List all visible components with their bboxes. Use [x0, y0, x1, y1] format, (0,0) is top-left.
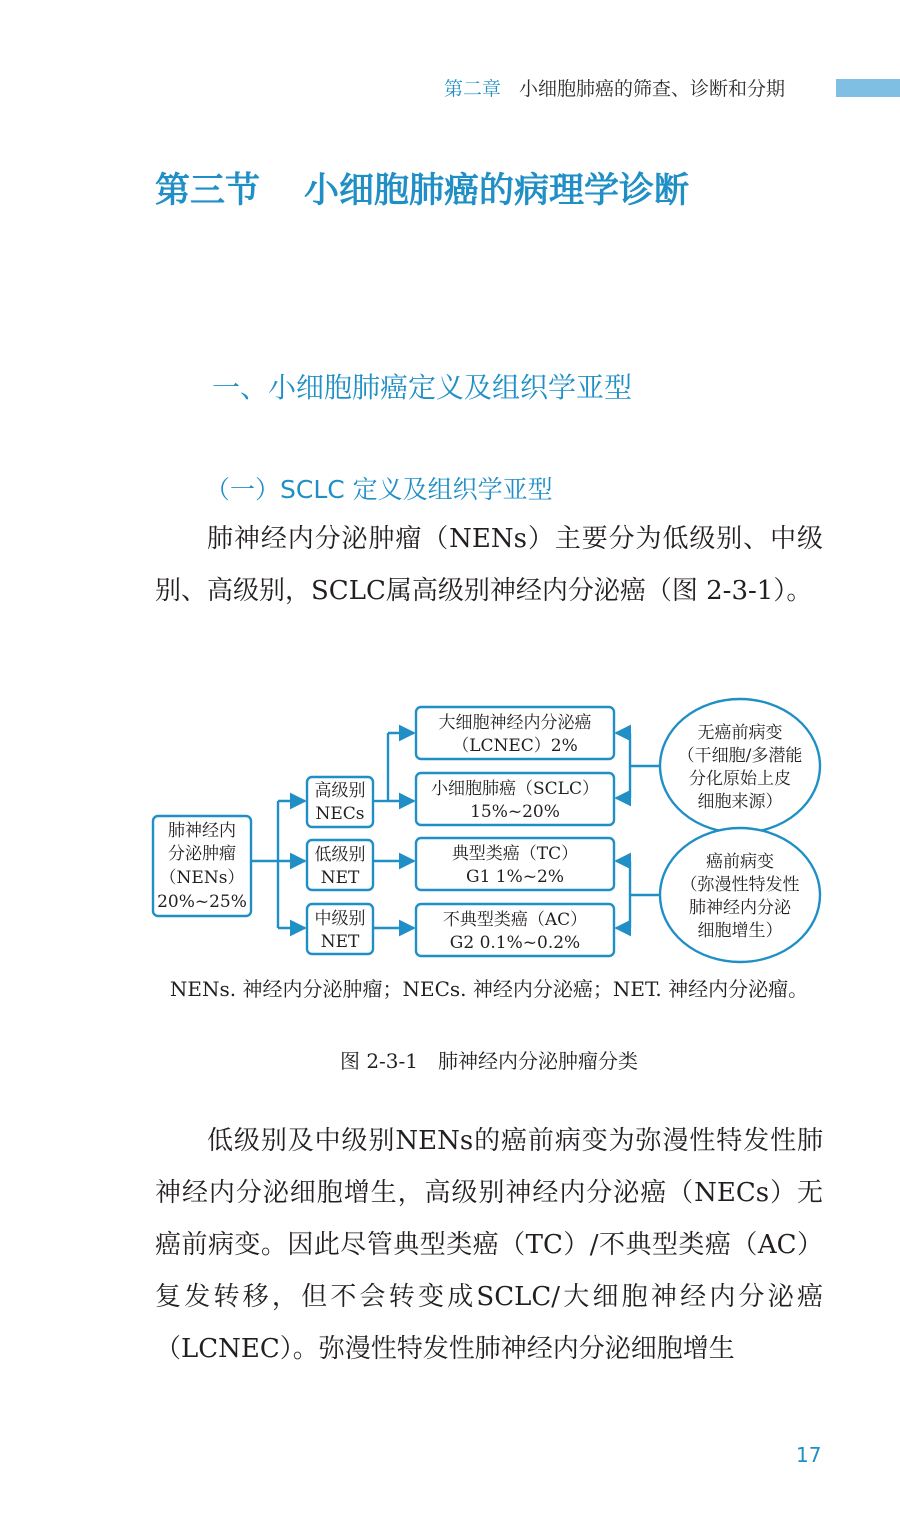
- root-node: [153, 816, 251, 916]
- subtype-node-sclc: [416, 773, 614, 825]
- paragraph-2: 低级别及中级别NENs的癌前病变为弥漫性特发性肺神经内分泌细胞增生，高级别神经内分泌癌（NECs）无癌前病变。因此尽管典型类癌（TC）/不典型类癌（AC）复发转移，但不会转变成SCLC/大细胞神经内分泌癌（LCNEC）。弥漫性特发性肺神经内分泌细胞增生: [155, 1126, 823, 1364]
- precursor-dipnech-line-2: （弥漫性特发性: [680, 875, 800, 895]
- root-line-1: 肺神经内: [168, 821, 236, 841]
- page-number: 17: [796, 1443, 822, 1467]
- diagram-connectors: [252, 733, 660, 928]
- running-head: [444, 74, 785, 104]
- heading-level1: 一、小细胞肺癌定义及组织学亚型: [212, 371, 633, 404]
- subtype-lcnec-value: （LCNEC）2%: [452, 736, 578, 756]
- precursor-dipnech-line-1: 癌前病变: [706, 852, 774, 872]
- grade-mid-label: 中级别: [314, 909, 366, 929]
- running-head-chapter: 第二章: [444, 78, 502, 100]
- precursor-node-dipnech: [660, 828, 820, 962]
- subtype-node-lcnec: [416, 707, 614, 759]
- classification-diagram: [140, 690, 830, 970]
- subtype-ac-name: 不典型类癌（AC）: [442, 910, 588, 930]
- paragraph-1: 肺神经内分泌肿瘤（NENs）主要分为低级别、中级别、高级别，SCLC属高级别神经内分泌癌（图 2-3-1）。: [155, 524, 823, 606]
- grade-mid-abbr: NET: [320, 932, 360, 952]
- subtype-ac-value: G2 0.1%~0.2%: [449, 933, 581, 953]
- subtype-sclc-name: 小细胞肺癌（SCLC）: [431, 779, 599, 799]
- precursor-dipnech-line-4: 细胞增生）: [697, 921, 783, 941]
- figure-caption: 图 2-3-1 肺神经内分泌肿瘤分类: [339, 1049, 639, 1073]
- subtype-node-ac: [416, 904, 614, 956]
- section-number: 第三节: [155, 170, 261, 211]
- subtype-sclc-value: 15%~20%: [470, 802, 560, 822]
- precursor-none-line-4: 细胞来源）: [697, 792, 783, 812]
- precursor-node-none: [660, 699, 820, 833]
- root-line-2: 分泌肿瘤: [168, 844, 236, 864]
- precursor-none-line-1: 无癌前病变: [697, 723, 783, 743]
- subtype-tc-value: G1 1%~2%: [466, 867, 564, 887]
- subtype-tc-name: 典型类癌（TC）: [451, 844, 579, 864]
- section-title-text: 小细胞肺癌的病理学诊断: [304, 170, 690, 211]
- grade-node-low: [307, 840, 373, 890]
- running-head-title: 小细胞肺癌的筛查、诊断和分期: [519, 78, 786, 100]
- grade-node-mid: [307, 904, 373, 954]
- grade-low-label: 低级别: [314, 845, 366, 865]
- grade-high-abbr: NECs: [315, 804, 365, 824]
- grade-high-label: 高级别: [314, 781, 366, 801]
- section-title: [155, 166, 689, 216]
- subtype-node-tc: [416, 838, 614, 890]
- grade-low-abbr: NET: [320, 868, 360, 888]
- root-line-3: （NENs）: [159, 868, 245, 888]
- heading-level2: （一）SCLC 定义及组织学亚型: [205, 475, 553, 504]
- figure-abbreviation-note: NENs. 神经内分泌肿瘤；NECs. 神经内分泌癌；NET. 神经内分泌瘤。: [169, 977, 809, 1001]
- grade-node-high: [307, 777, 373, 827]
- running-head-bar: [836, 79, 900, 97]
- root-line-4: 20%~25%: [157, 892, 247, 912]
- precursor-dipnech-line-3: 肺神经内分泌: [689, 898, 791, 918]
- precursor-none-line-2: （干细胞/多潜能: [677, 746, 803, 766]
- subtype-lcnec-name: 大细胞神经内分泌癌: [438, 713, 592, 733]
- precursor-none-line-3: 分化原始上皮: [689, 769, 791, 789]
